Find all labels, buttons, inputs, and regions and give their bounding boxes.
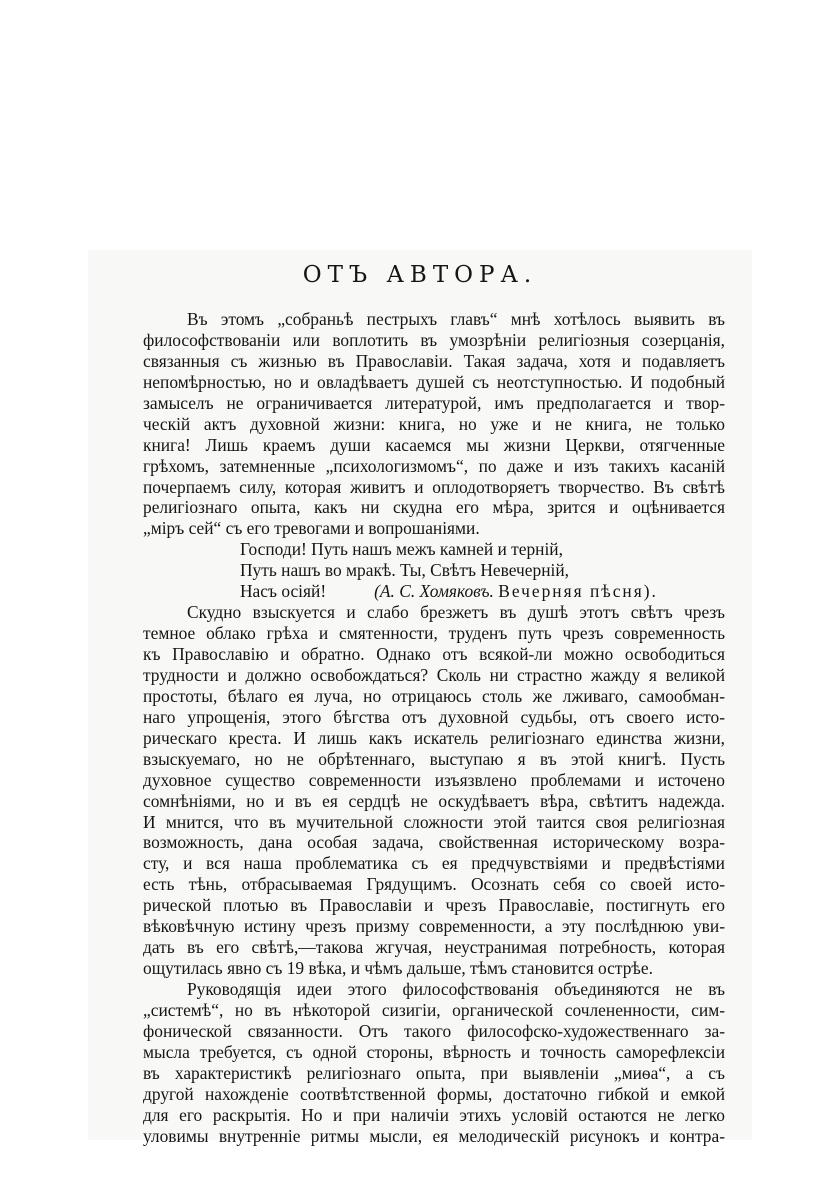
text-line: ощутилась явно съ 19 вѣка, и чѣмъ дальше, тѣмъ становится острѣе. xyxy=(143,958,653,979)
text-line: для его раскрытія. Но и при наличіи этихъ условій остаются не легко xyxy=(143,1104,725,1125)
text-line: Въ этомъ „собраньѣ пестрыхъ главъ“ мнѣ хотѣлось выявить въ xyxy=(187,309,725,329)
poem-line: Путь нашъ во мракѣ. Ты, Свѣтъ Невечерній, xyxy=(240,560,569,581)
text-line: Руководящія идеи этого философствованія объединяются не въ xyxy=(187,979,725,999)
text-line: мысла требуется, съ одной стороны, вѣрность и точность саморефлексіи xyxy=(143,1041,725,1062)
text-line: простоты, бѣлаго ея луча, но отрицаюсь столь же лживаго, самообман- xyxy=(143,685,725,706)
text-line: непомѣрностью, но и овладѣваетъ душей съ неотступностью. И подобный xyxy=(143,371,725,392)
text-line: „міръ сей“ съ его тревогами и вопрошаніями. xyxy=(143,518,480,539)
text-line: духовное существо современности изъязвлено проблемами и источено xyxy=(143,769,725,790)
poem-attribution-title: Вечерняя пѣсня). xyxy=(498,581,658,602)
text-line: Скудно взыскуется и слабо брезжетъ въ душѣ этотъ свѣтъ чрезъ xyxy=(187,602,725,623)
text-line: есть тѣнь, отбрасываемая Грядущимъ. Осознать себя со своей исто- xyxy=(143,874,725,895)
text-line: почерпаемъ силу, которая живитъ и оплодотворяетъ творчество. Въ свѣтѣ xyxy=(143,476,725,497)
text-line: религіознаго опыта, какъ ни скудна его мѣра, зрится и оцѣнивается xyxy=(143,497,725,518)
text-line: къ Православію и обратно. Однако отъ всякой-ли можно освободиться xyxy=(143,644,725,664)
text-line: трудности и должно освобождаться? Сколь ни страстно жажду я великой xyxy=(143,664,725,685)
body-text xyxy=(143,309,725,1147)
poem-line: Господи! Путь нашъ межъ камней и терній, xyxy=(240,539,563,560)
text-line: вѣковѣчную истину чрезъ призму современности, а эту послѣднюю уви- xyxy=(143,916,725,937)
text-line: другой нахожденіе соотвѣтственной формы, достаточно гибкой и емкой xyxy=(143,1083,725,1104)
text-line: возможность, дана особая задача, свойственная историческому возра- xyxy=(143,832,725,853)
text-line: сту, и вся наша проблематика съ ея предчувствіями и предвѣстіями xyxy=(143,853,725,874)
text-line: сомнѣніями, но и въ ея сердцѣ не оскудѣваетъ вѣра, свѣтитъ надежда. xyxy=(143,790,725,811)
paragraph-1 xyxy=(143,309,725,539)
text-line: философствованіи или воплотить въ умозрѣніи религіозныя созерцанія, xyxy=(143,329,725,350)
text-line: книга! Лишь краемъ души касаемся мы жизни Церкви, отягченные xyxy=(143,434,725,455)
text-line: связанныя съ жизнью въ Православіи. Такая задача, хотя и подавляетъ xyxy=(143,350,725,371)
paragraph-3 xyxy=(143,979,725,1147)
text-line: замыселъ не ограничивается литературой, имъ предполагается и твор- xyxy=(143,392,725,413)
epigraph-poem xyxy=(143,539,725,602)
text-line: рическаго креста. И лишь какъ искатель религіознаго единства жизни, xyxy=(143,727,725,748)
text-line: дать въ его свѣтѣ,—такова жгучая, неустранимая потребность, которая xyxy=(143,937,725,958)
text-line: „системѣ“, но въ нѣкоторой сизигіи, органической сочлененности, сим- xyxy=(143,999,725,1020)
poem-line: Насъ осіяй! xyxy=(240,581,327,602)
page-title: ОТЪ АВТОРА. xyxy=(302,262,538,288)
text-line: И мнится, что въ мучительной сложности этой таится своя религіозная xyxy=(143,811,725,832)
text-line: наго упрощенія, этого бѣгства отъ духовной судьбы, отъ своего исто- xyxy=(143,706,725,727)
text-line: взыскуемаго, но не обрѣтеннаго, выступаю я въ этой книгѣ. Пусть xyxy=(143,748,725,769)
text-line: грѣхомъ, затемненные „психологизмомъ“, по даже и изъ такихъ касаній xyxy=(143,455,725,476)
text-line: рической плотью въ Православіи и чрезъ Православіе, постигнуть его xyxy=(143,895,725,916)
text-line: ческій актъ духовной жизни: книга, но уже и не книга, не только xyxy=(143,413,725,434)
paragraph-2 xyxy=(143,602,725,979)
poem-attribution-author: (А. С. Хомяковъ. xyxy=(374,581,494,602)
text-line: уловимы внутренніе ритмы мысли, ея мелодическій рисунокъ и контра- xyxy=(143,1125,725,1146)
text-line: фонической связанности. Отъ такого философско-художественнаго за- xyxy=(143,1020,725,1041)
poem-line-final xyxy=(143,581,725,602)
text-line: въ характеристикѣ религіознаго опыта, при выявленіи „миѳа“, а съ xyxy=(143,1062,725,1083)
text-line: темное облако грѣха и смятенности, труденъ путь чрезъ современность xyxy=(143,623,725,644)
